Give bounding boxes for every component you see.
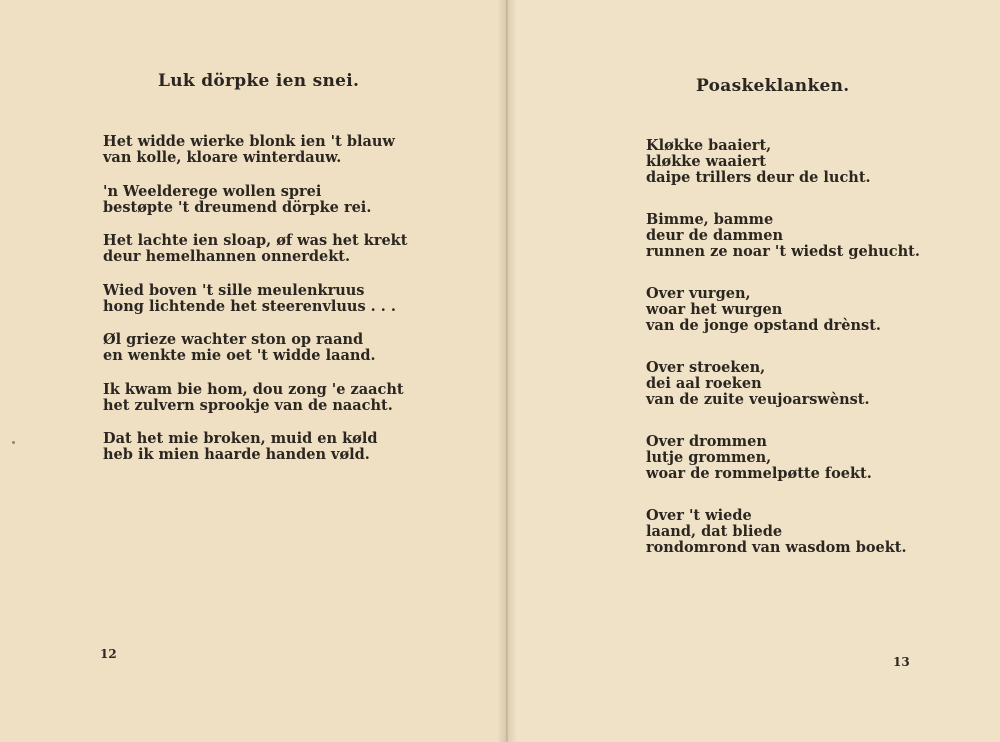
page-number-right: 13 bbox=[893, 655, 910, 669]
poem-line: van kolle, kloare winterdauw. bbox=[103, 149, 342, 166]
book-gutter bbox=[497, 0, 517, 742]
poem-line: Kløkke baaiert, bbox=[646, 137, 772, 154]
right-page bbox=[507, 0, 1000, 742]
poem-line: hong lichtende het steerenvluus . . . bbox=[103, 297, 396, 315]
poem-line: laand, dat bliede bbox=[646, 523, 783, 540]
poem-line: deur de dammen bbox=[646, 227, 783, 244]
poem-line: Dat het mie broken, muid en køld bbox=[103, 430, 378, 447]
poem-line: daipe trillers deur de lucht. bbox=[646, 169, 871, 186]
poem-line: dei aal roeken bbox=[646, 375, 762, 392]
stanza bbox=[103, 431, 407, 463]
poem-line: woar de rommelpøtte foekt. bbox=[646, 465, 872, 482]
poem-line: Ik kwam bie hom, dou zong 'e zaacht bbox=[103, 380, 404, 398]
poem-line: van de zuite veujoarswènst. bbox=[646, 391, 870, 408]
poem-right bbox=[646, 138, 920, 582]
poem-line: Wied boven 't sille meulenkruus bbox=[103, 281, 365, 299]
poem-line: 'n Weelderege wollen sprei bbox=[103, 182, 322, 200]
stanza bbox=[646, 212, 920, 260]
poem-title-left: Luk dörpke ien snei. bbox=[158, 71, 360, 91]
poem-line: Over 't wiede bbox=[646, 507, 752, 524]
poem-line: deur hemelhannen onnerdekt. bbox=[103, 248, 351, 265]
poem-line: Over stroeken, bbox=[646, 359, 766, 376]
poem-line: kløkke waaiert bbox=[646, 153, 766, 170]
stanza bbox=[103, 382, 407, 414]
stanza bbox=[646, 360, 920, 408]
stanza bbox=[646, 508, 920, 556]
poem-left bbox=[103, 134, 407, 481]
poem-line: Het lachte ien sloap, øf was het krekt bbox=[103, 232, 408, 249]
poem-line: lutje grommen, bbox=[646, 449, 772, 466]
stanza bbox=[103, 134, 407, 166]
paper-speck bbox=[12, 441, 15, 444]
poem-line: Over vurgen, bbox=[646, 285, 751, 302]
poem-line: rondomrond van wasdom boekt. bbox=[646, 539, 907, 556]
poem-line: het zulvern sprookje van de naacht. bbox=[103, 396, 393, 414]
poem-line: Bimme, bamme bbox=[646, 211, 774, 228]
stanza bbox=[103, 184, 407, 216]
stanza bbox=[646, 286, 920, 334]
stanza bbox=[103, 283, 407, 315]
poem-line: Het widde wierke blonk ien 't blauw bbox=[103, 133, 395, 150]
stanza bbox=[103, 332, 407, 364]
poem-line: Øl grieze wachter ston op raand bbox=[103, 331, 364, 348]
poem-title-right: Poaskeklanken. bbox=[696, 76, 850, 96]
poem-line: van de jonge opstand drènst. bbox=[646, 317, 881, 334]
poem-line: bestøpte 't dreumend dörpke rei. bbox=[103, 198, 372, 216]
poem-line: runnen ze noar 't wiedst gehucht. bbox=[646, 243, 920, 260]
stanza bbox=[646, 138, 920, 186]
poem-line: woar het wurgen bbox=[646, 301, 783, 318]
page-number-left: 12 bbox=[100, 647, 117, 661]
stanza bbox=[103, 233, 407, 265]
poem-line: en wenkte mie oet 't widde laand. bbox=[103, 347, 376, 364]
poem-line: Over drommen bbox=[646, 433, 767, 450]
poem-line: heb ik mien haarde handen vøld. bbox=[103, 446, 370, 463]
stanza bbox=[646, 434, 920, 482]
